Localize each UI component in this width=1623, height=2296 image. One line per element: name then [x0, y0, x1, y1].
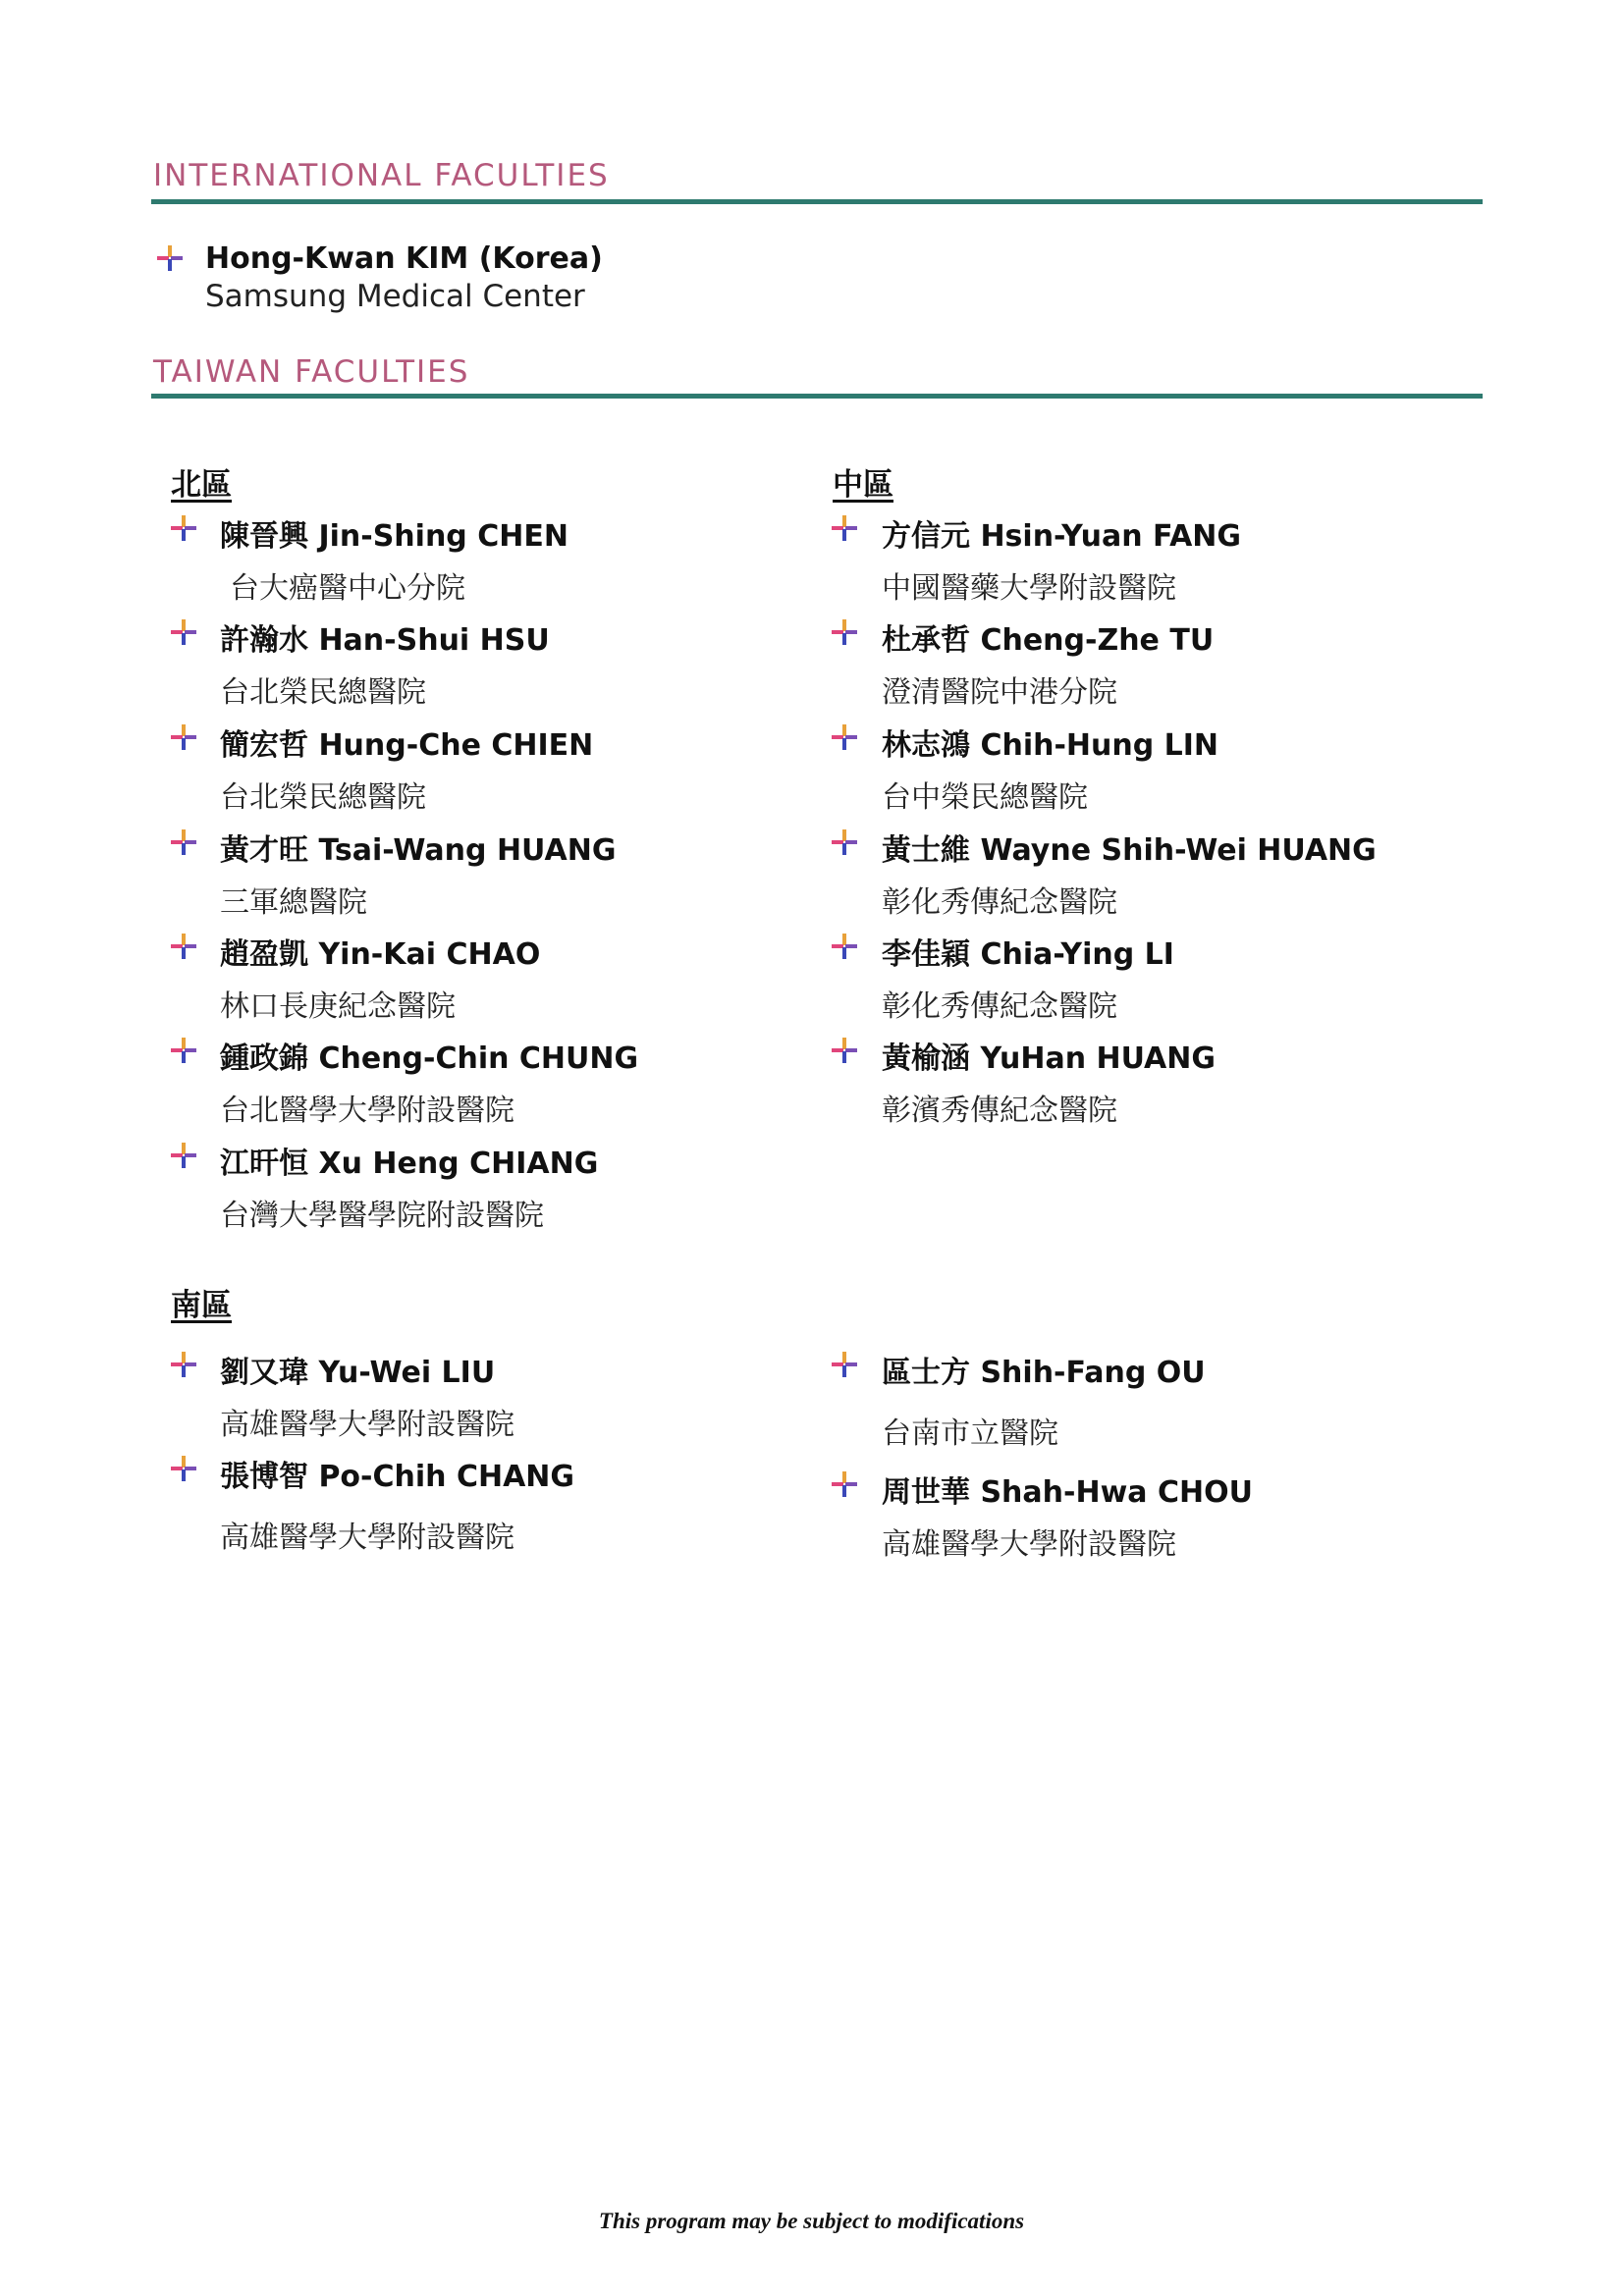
faculty-affiliation: 林口長庚紀念醫院 [220, 989, 456, 1024]
faculty-affiliation: 高雄醫學大學附設醫院 [220, 1521, 514, 1555]
bullet-icon [169, 1350, 198, 1379]
faculty-name: 杜承哲 Cheng-Zhe TU [882, 623, 1215, 658]
faculty-name: 方信元 Hsin-Yuan FANG [882, 519, 1242, 554]
faculty-affiliation: 中國醫藥大學附設醫院 [882, 571, 1176, 606]
faculty-name: 江旰恒 Xu Heng CHIANG [220, 1147, 599, 1181]
faculty-affiliation: 台灣大學醫學院附設醫院 [220, 1199, 544, 1233]
footer-note: This program may be subject to modifications [598, 2209, 1025, 2233]
region-label-south: 南區 [171, 1288, 232, 1323]
bullet-icon [830, 1036, 859, 1065]
bullet-icon [830, 828, 859, 857]
region-label-central: 中區 [833, 467, 893, 503]
faculty-affiliation: 高雄醫學大學附設醫院 [220, 1408, 514, 1442]
faculty-name: 鍾政錦 Cheng-Chin CHUNG [220, 1041, 639, 1076]
bullet-icon [830, 722, 859, 752]
bullet-icon [830, 617, 859, 647]
bullet-icon [169, 932, 198, 961]
faculty-name: 趙盈凱 Yin-Kai CHAO [220, 937, 541, 972]
faculty-affiliation: 三軍總醫院 [220, 885, 367, 920]
faculty-name: 張博智 Po-Chih CHANG [220, 1460, 575, 1494]
faculty-affiliation: 台北榮民總醫院 [220, 675, 426, 710]
faculty-affiliation: 彰化秀傳紀念醫院 [882, 885, 1117, 920]
bullet-icon [169, 513, 198, 543]
faculty-affiliation: 高雄醫學大學附設醫院 [882, 1527, 1176, 1562]
faculty-affiliation: 澄清醫院中港分院 [882, 675, 1117, 710]
faculty-name: 周世華 Shah-Hwa CHOU [882, 1475, 1253, 1510]
faculty-name: 黃榆涵 YuHan HUANG [882, 1041, 1216, 1076]
bullet-icon [169, 1454, 198, 1483]
faculty-affiliation: 台北榮民總醫院 [220, 780, 426, 815]
faculty-name: 區士方 Shih-Fang OU [882, 1356, 1206, 1390]
bullet-icon [169, 617, 198, 647]
faculty-name: 劉又瑋 Yu-Wei LIU [220, 1356, 496, 1390]
faculty-name: Hong-Kwan KIM (Korea) [205, 241, 603, 276]
bullet-icon [169, 722, 198, 752]
faculty-affiliation: 彰化秀傳紀念醫院 [882, 989, 1117, 1024]
bullet-icon [830, 1469, 859, 1499]
faculty-name: 簡宏哲 Hung-Che CHIEN [220, 728, 594, 763]
region-label-north: 北區 [171, 467, 232, 503]
bullet-icon [830, 1350, 859, 1379]
bullet-icon [169, 828, 198, 857]
bullet-icon [830, 932, 859, 961]
taiwan-faculties-divider [151, 394, 1483, 399]
international-faculties-divider [151, 199, 1483, 204]
bullet-icon [169, 1036, 198, 1065]
international-faculties-title: INTERNATIONAL FACULTIES [153, 158, 610, 193]
faculty-affiliation: 台中榮民總醫院 [882, 780, 1088, 815]
faculty-affiliation: 台南市立醫院 [882, 1416, 1058, 1451]
faculty-affiliation: Samsung Medical Center [205, 279, 585, 314]
faculty-name: 黃才旺 Tsai-Wang HUANG [220, 833, 617, 868]
taiwan-faculties-title: TAIWAN FACULTIES [153, 354, 470, 390]
bullet-icon [169, 1141, 198, 1170]
faculty-affiliation: 台大癌醫中心分院 [230, 571, 465, 606]
faculty-affiliation: 台北醫學大學附設醫院 [220, 1094, 514, 1128]
faculty-name: 陳晉興 Jin-Shing CHEN [220, 519, 568, 554]
bullet-icon [830, 513, 859, 543]
faculty-name: 許瀚水 Han-Shui HSU [220, 623, 550, 658]
faculty-affiliation: 彰濱秀傳紀念醫院 [882, 1094, 1117, 1128]
bullet-icon [155, 243, 185, 273]
faculty-name: 黃士維 Wayne Shih-Wei HUANG [882, 833, 1377, 868]
faculty-name: 李佳穎 Chia-Ying LI [882, 937, 1174, 972]
faculty-name: 林志鴻 Chih-Hung LIN [882, 728, 1219, 763]
